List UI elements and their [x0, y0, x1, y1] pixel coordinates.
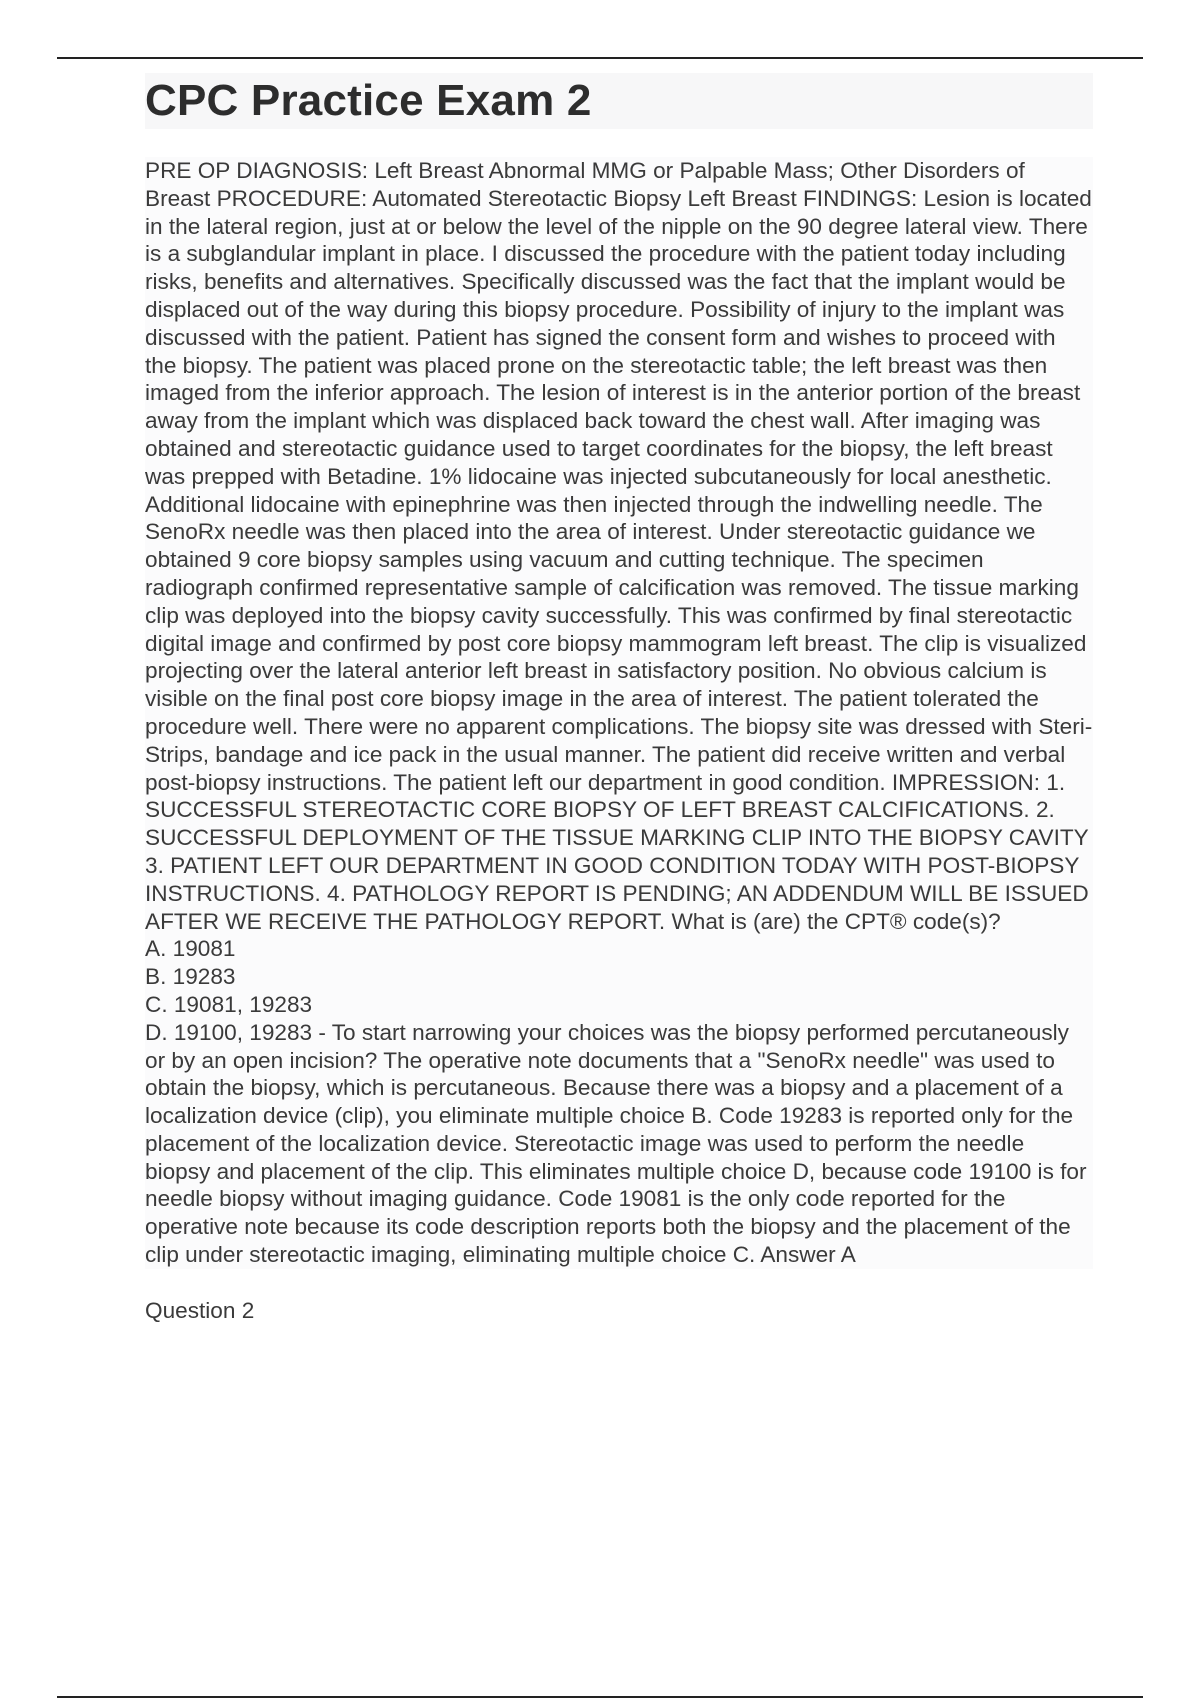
question-text: PRE OP DIAGNOSIS: Left Breast Abnormal MMG or Palpable Mass; Other Disorders of Breast PROCEDURE: Automated Stereotactic Biopsy Left Breast FINDINGS: Lesion is located in the lateral region, just at or below the level of the nipple on the 90 degree lateral view. There is a subglandular implant in place. I discussed the procedure with the patient today including risks, benefits and alternatives. Specifically discussed was the fact that the implant would be displaced out of the way during this biopsy procedure. Possibility of injury to the implant was discussed with the patient. Patient has signed the consent form and wishes to proceed with the biopsy. The patient was placed prone on the stereotactic table; the left breast was then imaged from the inferior approach. The lesion of interest is in the anterior portion of the breast away from the implant which was displaced back toward the chest wall. After imaging was obtained and stereotactic guidance used to target coordinates for the biopsy, the left breast was prepped with Betadine. 1% lidocaine was injected subcutaneously for local anesthetic. Additional lidocaine with epinephrine was then injected through the indwelling needle. The SenoRx needle was then placed into the area of interest. Under stereotactic guidance we obtained 9 core biopsy samples using vacuum and cutting technique. The specimen radiograph confirmed representative sample of calcification was removed. The tissue marking clip was deployed into the biopsy cavity successfully. This was confirmed by final stereotactic digital image and confirmed by post core biopsy mammogram left breast. The clip is visualized projecting over the lateral anterior left breast in satisfactory position. No obvious calcium is visible on the final post core biopsy image in the area of interest. The patient tolerated the procedure well. There were no apparent complications. The biopsy site was dressed with Steri-Strips, bandage and ice pack in the usual manner. The patient did receive written and verbal post-biopsy instructions. The patient left our department in good condition. IMPRESSION: 1. SUCCESSFUL STEREOTACTIC CORE BIOPSY OF LEFT BREAST CALCIFICATIONS. 2. SUCCESSFUL DEPLOYMENT OF THE TISSUE MARKING CLIP INTO THE BIOPSY CAVITY 3. PATIENT LEFT OUR DEPARTMENT IN GOOD CONDITION TODAY WITH POST-BIOPSY INSTRUCTIONS. 4. PATHOLOGY REPORT IS PENDING; AN ADDENDUM WILL BE ISSUED AFTER WE RECEIVE THE PATHOLOGY REPORT. What is (are) the CPT® code(s)?: [145, 158, 1093, 934]
document-content: [145, 73, 1093, 1324]
option-d-explanation: D. 19100, 19283 - To start narrowing your choices was the biopsy performed percutaneously or by an open incision? The operative note documents that a "SenoRx needle" was used to obtain the biopsy, which is percutaneous. Because there was a biopsy and a placement of a localization device (clip), you eliminate multiple choice B. Code 19283 is reported only for the placement of the localization device. Stereotactic image was used to perform the needle biopsy and placement of the clip. This eliminates multiple choice D, because code 19100 is for needle biopsy without imaging guidance. Code 19081 is the only code reported for the operative note because its code description reports both the biopsy and the placement of the clip under stereotactic imaging, eliminating multiple choice C. Answer A: [145, 1019, 1087, 1268]
next-question-label: Question 2: [145, 1297, 255, 1323]
question-block: [145, 157, 1093, 1269]
bottom-rule: [57, 1696, 1143, 1698]
option-a: A. 19081: [145, 936, 236, 962]
page-title: CPC Practice Exam 2: [145, 76, 592, 125]
spacer: [145, 1269, 1093, 1297]
option-b: B. 19283: [145, 964, 236, 990]
title-band: [145, 73, 1093, 129]
top-rule: [57, 57, 1143, 59]
option-c: C. 19081, 19283: [145, 991, 313, 1017]
